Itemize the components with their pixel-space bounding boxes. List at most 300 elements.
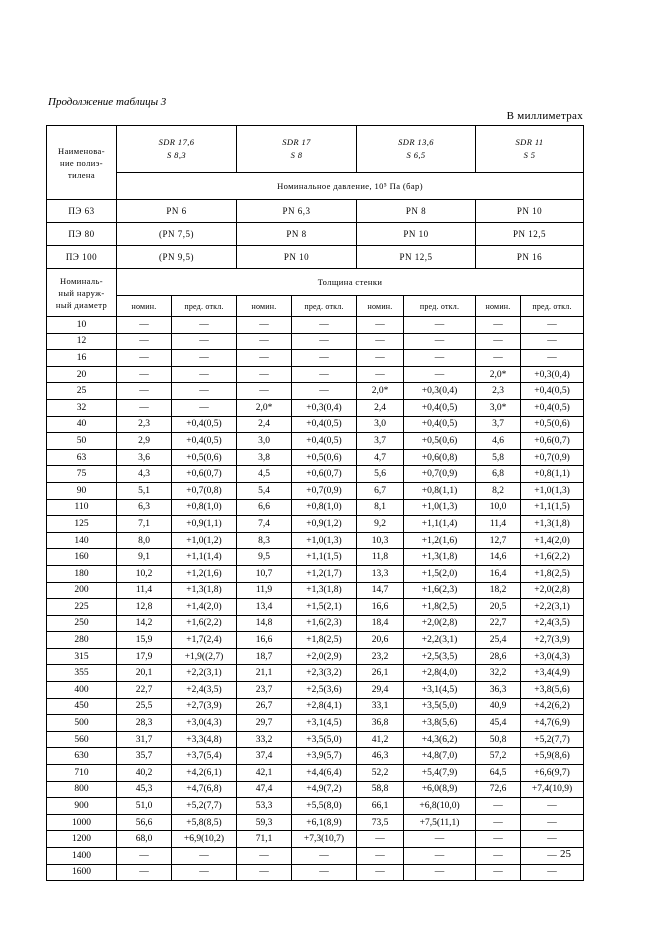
table-row xyxy=(47,731,584,748)
nominal-thickness-cell: — xyxy=(476,333,521,350)
nominal-thickness-cell: — xyxy=(237,383,292,400)
table-row xyxy=(47,599,584,616)
deviation-cell: +1,5(2,1) xyxy=(292,599,357,616)
deviation-cell: +0,4(0,5) xyxy=(172,433,237,450)
deviation-cell: +0,3(0,4) xyxy=(292,399,357,416)
deviation-cell: +0,6(0,7) xyxy=(172,466,237,483)
nominal-thickness-cell: 5,8 xyxy=(476,449,521,466)
material-cell: ПЭ 80 xyxy=(47,223,117,246)
page-number: 25 xyxy=(560,848,571,860)
diameter-cell: 125 xyxy=(47,516,117,533)
nominal-thickness-cell: 14,2 xyxy=(117,615,172,632)
nominal-thickness-cell: 11,9 xyxy=(237,582,292,599)
nominal-thickness-cell: 11,4 xyxy=(117,582,172,599)
table-row xyxy=(47,814,584,831)
deviation-cell: +2,5(3,6) xyxy=(292,682,357,699)
deviation-cell: — xyxy=(521,317,584,334)
diameter-cell: 1600 xyxy=(47,864,117,881)
sdr-group-2: SDR 17 S 8 xyxy=(237,126,357,173)
deviation-cell: +3,8(5,6) xyxy=(404,715,476,732)
deviation-cell: — xyxy=(172,333,237,350)
nominal-thickness-cell: 10,0 xyxy=(476,499,521,516)
nominal-thickness-cell: 6,3 xyxy=(117,499,172,516)
deviation-cell: +4,2(6,2) xyxy=(521,698,584,715)
nominal-thickness-cell: 20,5 xyxy=(476,599,521,616)
nom-header: номин. xyxy=(476,296,521,317)
deviation-cell: +2,7(3,9) xyxy=(521,632,584,649)
table-row xyxy=(47,864,584,881)
nominal-thickness-cell: 11,4 xyxy=(476,516,521,533)
table-row xyxy=(47,333,584,350)
table-row xyxy=(47,715,584,732)
diameter-cell: 90 xyxy=(47,482,117,499)
deviation-cell: +4,3(6,2) xyxy=(404,731,476,748)
nominal-thickness-cell: 42,1 xyxy=(237,765,292,782)
dev-header: пред. откл. xyxy=(404,296,476,317)
nominal-thickness-cell: 3,7 xyxy=(357,433,404,450)
table-row xyxy=(47,748,584,765)
deviation-cell: +0,8(1,0) xyxy=(172,499,237,516)
deviation-cell: +1,2(1,6) xyxy=(404,532,476,549)
deviation-cell: +0,5(0,6) xyxy=(172,449,237,466)
nominal-thickness-cell: 16,6 xyxy=(237,632,292,649)
nominal-thickness-cell: 4,3 xyxy=(117,466,172,483)
nominal-thickness-cell: 51,0 xyxy=(117,798,172,815)
deviation-cell: +1,1(1,5) xyxy=(521,499,584,516)
table-row xyxy=(47,831,584,848)
nominal-thickness-cell: 28,6 xyxy=(476,648,521,665)
deviation-cell: +0,8(1,1) xyxy=(404,482,476,499)
nominal-thickness-cell: 13,3 xyxy=(357,565,404,582)
deviation-cell: +0,4(0,5) xyxy=(404,416,476,433)
nominal-thickness-cell: 71,1 xyxy=(237,831,292,848)
table-row xyxy=(47,781,584,798)
deviation-cell: +6,6(9,7) xyxy=(521,765,584,782)
diameter-cell: 160 xyxy=(47,549,117,566)
deviation-cell: +6,1(8,9) xyxy=(292,814,357,831)
diameter-cell: 1200 xyxy=(47,831,117,848)
deviation-cell: — xyxy=(292,383,357,400)
deviation-cell: — xyxy=(404,350,476,367)
deviation-cell: — xyxy=(521,831,584,848)
diameter-cell: 140 xyxy=(47,532,117,549)
nominal-thickness-cell: 3,6 xyxy=(117,449,172,466)
nominal-thickness-cell: 2,3 xyxy=(476,383,521,400)
nominal-thickness-cell: 12,7 xyxy=(476,532,521,549)
nominal-thickness-cell: 37,4 xyxy=(237,748,292,765)
diameter-cell: 400 xyxy=(47,682,117,699)
nominal-thickness-cell: 46,3 xyxy=(357,748,404,765)
diameter-cell: 10 xyxy=(47,317,117,334)
diameter-cell: 800 xyxy=(47,781,117,798)
table-row xyxy=(47,632,584,649)
deviation-cell: — xyxy=(404,848,476,865)
deviation-cell: +0,4(0,5) xyxy=(292,416,357,433)
deviation-cell: +6,8(10,0) xyxy=(404,798,476,815)
deviation-cell: +2,2(3,1) xyxy=(404,632,476,649)
deviation-cell: — xyxy=(172,350,237,367)
table-row xyxy=(47,848,584,865)
deviation-cell: +1,6(2,3) xyxy=(292,615,357,632)
deviation-cell: — xyxy=(404,333,476,350)
deviation-cell: +2,0(2,8) xyxy=(521,582,584,599)
table-row xyxy=(47,383,584,400)
deviation-cell: +2,2(3,1) xyxy=(172,665,237,682)
nominal-thickness-cell: 2,0* xyxy=(237,399,292,416)
pressure-cell: PN 6 xyxy=(117,200,237,223)
deviation-cell: — xyxy=(292,848,357,865)
nominal-thickness-cell: 35,7 xyxy=(117,748,172,765)
nominal-thickness-cell: 73,5 xyxy=(357,814,404,831)
pipe-wall-thickness-table xyxy=(46,125,584,881)
deviation-cell: +0,7(0,8) xyxy=(172,482,237,499)
deviation-cell: +5,8(8,5) xyxy=(172,814,237,831)
nominal-thickness-cell: 8,2 xyxy=(476,482,521,499)
deviation-cell: — xyxy=(172,383,237,400)
table-row xyxy=(47,466,584,483)
deviation-cell: — xyxy=(172,317,237,334)
deviation-cell: +3,9(5,7) xyxy=(292,748,357,765)
nominal-thickness-cell: 11,8 xyxy=(357,549,404,566)
nominal-thickness-cell: — xyxy=(357,366,404,383)
sdr-group-4: SDR 11 S 5 xyxy=(476,126,584,173)
nominal-thickness-cell: 45,3 xyxy=(117,781,172,798)
nominal-thickness-cell: — xyxy=(117,350,172,367)
nominal-thickness-cell: 8,1 xyxy=(357,499,404,516)
nominal-thickness-cell: — xyxy=(237,317,292,334)
deviation-cell: +1,0(1,3) xyxy=(521,482,584,499)
diameter-cell: 32 xyxy=(47,399,117,416)
nominal-thickness-cell: — xyxy=(237,848,292,865)
nominal-thickness-cell: — xyxy=(476,848,521,865)
nominal-thickness-cell: 31,7 xyxy=(117,731,172,748)
nominal-thickness-cell: — xyxy=(476,350,521,367)
nominal-thickness-cell: 4,5 xyxy=(237,466,292,483)
nominal-thickness-cell: — xyxy=(476,317,521,334)
deviation-cell: +1,2(1,7) xyxy=(292,565,357,582)
deviation-cell: +1,0(1,3) xyxy=(404,499,476,516)
nominal-thickness-cell: 66,1 xyxy=(357,798,404,815)
nominal-thickness-cell: — xyxy=(357,333,404,350)
nominal-thickness-cell: — xyxy=(117,864,172,881)
nominal-thickness-cell: 3,8 xyxy=(237,449,292,466)
deviation-cell: — xyxy=(404,317,476,334)
deviation-cell: +0,4(0,5) xyxy=(292,433,357,450)
nominal-thickness-cell: 26,7 xyxy=(237,698,292,715)
diameter-cell: 500 xyxy=(47,715,117,732)
deviation-cell: +0,4(0,5) xyxy=(404,399,476,416)
diameter-cell: 560 xyxy=(47,731,117,748)
diameter-cell: 180 xyxy=(47,565,117,582)
deviation-cell: — xyxy=(404,366,476,383)
nominal-thickness-cell: 10,3 xyxy=(357,532,404,549)
deviation-cell: — xyxy=(172,864,237,881)
units-label: В миллиметрах xyxy=(506,110,583,122)
table-row xyxy=(47,549,584,566)
nominal-thickness-cell: 15,9 xyxy=(117,632,172,649)
nominal-thickness-cell: 4,6 xyxy=(476,433,521,450)
nominal-thickness-cell: 53,3 xyxy=(237,798,292,815)
nominal-thickness-cell: 7,1 xyxy=(117,516,172,533)
deviation-cell: +4,8(7,0) xyxy=(404,748,476,765)
deviation-cell: +1,0(1,3) xyxy=(292,532,357,549)
diameter-header: Номиналь- ный наруж- ный диаметр xyxy=(47,269,117,317)
deviation-cell: +0,4(0,5) xyxy=(521,399,584,416)
nominal-thickness-cell: — xyxy=(476,814,521,831)
deviation-cell: +7,3(10,7) xyxy=(292,831,357,848)
diameter-cell: 630 xyxy=(47,748,117,765)
deviation-cell: +1,2(1,6) xyxy=(172,565,237,582)
deviation-cell: — xyxy=(172,399,237,416)
nominal-pressure-header: Номинальное давление, 10⁵ Па (бар) xyxy=(117,173,584,200)
deviation-cell: +1,1(1,4) xyxy=(404,516,476,533)
nominal-thickness-cell: 25,4 xyxy=(476,632,521,649)
deviation-cell: +7,4(10,9) xyxy=(521,781,584,798)
nominal-thickness-cell: — xyxy=(237,864,292,881)
diameter-cell: 250 xyxy=(47,615,117,632)
nominal-thickness-cell: — xyxy=(357,350,404,367)
pressure-cell: PN 10 xyxy=(237,246,357,269)
nominal-thickness-cell: — xyxy=(117,383,172,400)
diameter-cell: 25 xyxy=(47,383,117,400)
table-caption: Продолжение таблицы 3 xyxy=(48,96,167,108)
deviation-cell: +0,3(0,4) xyxy=(404,383,476,400)
nominal-thickness-cell: 26,1 xyxy=(357,665,404,682)
nominal-thickness-cell: 5,6 xyxy=(357,466,404,483)
nominal-thickness-cell: — xyxy=(357,864,404,881)
nominal-thickness-cell: 56,6 xyxy=(117,814,172,831)
nominal-thickness-cell: 64,5 xyxy=(476,765,521,782)
deviation-cell: +1,6(2,2) xyxy=(521,549,584,566)
nominal-thickness-cell: 59,3 xyxy=(237,814,292,831)
nominal-thickness-cell: 45,4 xyxy=(476,715,521,732)
nominal-thickness-cell: 20,1 xyxy=(117,665,172,682)
deviation-cell: — xyxy=(521,333,584,350)
nominal-thickness-cell: 7,4 xyxy=(237,516,292,533)
deviation-cell: +3,5(5,0) xyxy=(292,731,357,748)
deviation-cell: +5,4(7,9) xyxy=(404,765,476,782)
deviation-cell: +0,9(1,2) xyxy=(292,516,357,533)
nominal-thickness-cell: 18,4 xyxy=(357,615,404,632)
material-cell: ПЭ 100 xyxy=(47,246,117,269)
nominal-thickness-cell: 6,7 xyxy=(357,482,404,499)
deviation-cell: +3,0(4,3) xyxy=(172,715,237,732)
nominal-thickness-cell: 72,6 xyxy=(476,781,521,798)
deviation-cell: +2,3(3,2) xyxy=(292,665,357,682)
table-row xyxy=(47,416,584,433)
nominal-thickness-cell: 23,2 xyxy=(357,648,404,665)
deviation-cell: +0,7(0,9) xyxy=(292,482,357,499)
nominal-thickness-cell: 36,8 xyxy=(357,715,404,732)
deviation-cell: +2,2(3,1) xyxy=(521,599,584,616)
deviation-cell: +1,7(2,4) xyxy=(172,632,237,649)
deviation-cell: — xyxy=(292,366,357,383)
nominal-thickness-cell: — xyxy=(357,848,404,865)
pressure-cell: (PN 7,5) xyxy=(117,223,237,246)
nominal-thickness-cell: 16,6 xyxy=(357,599,404,616)
deviation-cell: — xyxy=(292,333,357,350)
sdr-group-3: SDR 13,6 S 6,5 xyxy=(357,126,476,173)
nominal-thickness-cell: 22,7 xyxy=(476,615,521,632)
deviation-cell: +3,0(4,3) xyxy=(521,648,584,665)
deviation-cell: +2,8(4,0) xyxy=(404,665,476,682)
diameter-cell: 16 xyxy=(47,350,117,367)
diameter-cell: 200 xyxy=(47,582,117,599)
dev-header: пред. откл. xyxy=(172,296,237,317)
nominal-thickness-cell: 52,2 xyxy=(357,765,404,782)
table-row xyxy=(47,499,584,516)
nom-header: номин. xyxy=(117,296,172,317)
deviation-cell: +6,9(10,2) xyxy=(172,831,237,848)
deviation-cell: +3,8(5,6) xyxy=(521,682,584,699)
deviation-cell: +0,3(0,4) xyxy=(521,366,584,383)
nominal-thickness-cell: 33,2 xyxy=(237,731,292,748)
nominal-thickness-cell: 57,2 xyxy=(476,748,521,765)
wall-thickness-header: Толщина стенки xyxy=(117,269,584,296)
deviation-cell: — xyxy=(521,864,584,881)
nominal-thickness-cell: 3,0* xyxy=(476,399,521,416)
pressure-cell: (PN 9,5) xyxy=(117,246,237,269)
deviation-cell: +1,6(2,3) xyxy=(404,582,476,599)
deviation-cell: +1,4(2,0) xyxy=(172,599,237,616)
deviation-cell: — xyxy=(172,366,237,383)
pressure-cell: PN 8 xyxy=(357,200,476,223)
nominal-thickness-cell: 21,1 xyxy=(237,665,292,682)
deviation-cell: — xyxy=(521,814,584,831)
pressure-cell: PN 10 xyxy=(357,223,476,246)
material-header: Наименова- ние полиэ- тилена xyxy=(47,126,117,200)
deviation-cell: +3,4(4,9) xyxy=(521,665,584,682)
nominal-thickness-cell: 10,7 xyxy=(237,565,292,582)
table-row xyxy=(47,399,584,416)
deviation-cell: +1,1(1,4) xyxy=(172,549,237,566)
deviation-cell: — xyxy=(521,350,584,367)
table-row xyxy=(47,516,584,533)
nominal-thickness-cell: 9,1 xyxy=(117,549,172,566)
nominal-thickness-cell: — xyxy=(357,831,404,848)
deviation-cell: +0,5(0,6) xyxy=(292,449,357,466)
table-row xyxy=(47,648,584,665)
nominal-thickness-cell: — xyxy=(237,333,292,350)
nominal-thickness-cell: — xyxy=(357,317,404,334)
nominal-thickness-cell: 16,4 xyxy=(476,565,521,582)
deviation-cell: +0,8(1,1) xyxy=(521,466,584,483)
deviation-cell: +4,7(6,9) xyxy=(521,715,584,732)
nominal-thickness-cell: 4,7 xyxy=(357,449,404,466)
deviation-cell: +0,8(1,0) xyxy=(292,499,357,516)
deviation-cell: +5,2(7,7) xyxy=(172,798,237,815)
nominal-thickness-cell: 6,8 xyxy=(476,466,521,483)
dev-header: пред. откл. xyxy=(292,296,357,317)
deviation-cell: +6,0(8,9) xyxy=(404,781,476,798)
nominal-thickness-cell: 2,0* xyxy=(476,366,521,383)
diameter-cell: 1400 xyxy=(47,848,117,865)
deviation-cell: — xyxy=(172,848,237,865)
nominal-thickness-cell: 3,0 xyxy=(237,433,292,450)
table-row xyxy=(47,682,584,699)
diameter-cell: 900 xyxy=(47,798,117,815)
deviation-cell: +4,9(7,2) xyxy=(292,781,357,798)
nominal-thickness-cell: — xyxy=(117,848,172,865)
nominal-thickness-cell: — xyxy=(476,798,521,815)
table-row xyxy=(47,449,584,466)
deviation-cell: +3,1(4,5) xyxy=(404,682,476,699)
pressure-cell: PN 10 xyxy=(476,200,584,223)
deviation-cell: +0,7(0,9) xyxy=(404,466,476,483)
deviation-cell: +2,4(3,5) xyxy=(521,615,584,632)
nominal-thickness-cell: 10,2 xyxy=(117,565,172,582)
deviation-cell: — xyxy=(292,864,357,881)
nominal-thickness-cell: 14,8 xyxy=(237,615,292,632)
deviation-cell: +0,5(0,6) xyxy=(404,433,476,450)
diameter-cell: 12 xyxy=(47,333,117,350)
nominal-thickness-cell: 2,0* xyxy=(357,383,404,400)
table-row xyxy=(47,582,584,599)
nominal-thickness-cell: 6,6 xyxy=(237,499,292,516)
nominal-thickness-cell: — xyxy=(237,366,292,383)
nominal-thickness-cell: — xyxy=(476,831,521,848)
diameter-cell: 355 xyxy=(47,665,117,682)
nominal-thickness-cell: 8,0 xyxy=(117,532,172,549)
deviation-cell: +1,6(2,2) xyxy=(172,615,237,632)
pressure-cell: PN 12,5 xyxy=(357,246,476,269)
nominal-thickness-cell: 5,4 xyxy=(237,482,292,499)
deviation-cell: +4,4(6,4) xyxy=(292,765,357,782)
nominal-thickness-cell: — xyxy=(237,350,292,367)
deviation-cell: — xyxy=(292,317,357,334)
nominal-thickness-cell: 29,4 xyxy=(357,682,404,699)
deviation-cell: +1,4(2,0) xyxy=(521,532,584,549)
deviation-cell: +1,3(1,8) xyxy=(404,549,476,566)
material-cell: ПЭ 63 xyxy=(47,200,117,223)
nominal-thickness-cell: 14,7 xyxy=(357,582,404,599)
nominal-thickness-cell: 41,2 xyxy=(357,731,404,748)
deviation-cell: +5,5(8,0) xyxy=(292,798,357,815)
nominal-thickness-cell: 68,0 xyxy=(117,831,172,848)
table-row xyxy=(47,433,584,450)
deviation-cell: +3,7(5,4) xyxy=(172,748,237,765)
diameter-cell: 75 xyxy=(47,466,117,483)
nominal-thickness-cell: 33,1 xyxy=(357,698,404,715)
deviation-cell: +1,0(1,2) xyxy=(172,532,237,549)
deviation-cell: +5,9(8,6) xyxy=(521,748,584,765)
diameter-cell: 225 xyxy=(47,599,117,616)
deviation-cell: +0,4(0,5) xyxy=(521,383,584,400)
deviation-cell: +1,1(1,5) xyxy=(292,549,357,566)
nominal-thickness-cell: 3,7 xyxy=(476,416,521,433)
nom-header: номин. xyxy=(237,296,292,317)
deviation-cell: +1,3(1,8) xyxy=(172,582,237,599)
table-row xyxy=(47,532,584,549)
deviation-cell: +0,6(0,8) xyxy=(404,449,476,466)
diameter-cell: 315 xyxy=(47,648,117,665)
table-row xyxy=(47,565,584,582)
table-row xyxy=(47,665,584,682)
nominal-thickness-cell: 25,5 xyxy=(117,698,172,715)
nominal-thickness-cell: 29,7 xyxy=(237,715,292,732)
dev-header: пред. откл. xyxy=(521,296,584,317)
nominal-thickness-cell: 2,4 xyxy=(237,416,292,433)
nominal-thickness-cell: 18,2 xyxy=(476,582,521,599)
table-row xyxy=(47,482,584,499)
deviation-cell: — xyxy=(521,848,584,865)
deviation-cell: +1,5(2,0) xyxy=(404,565,476,582)
diameter-cell: 63 xyxy=(47,449,117,466)
nominal-thickness-cell: 20,6 xyxy=(357,632,404,649)
diameter-cell: 710 xyxy=(47,765,117,782)
diameter-cell: 280 xyxy=(47,632,117,649)
nominal-thickness-cell: 22,7 xyxy=(117,682,172,699)
